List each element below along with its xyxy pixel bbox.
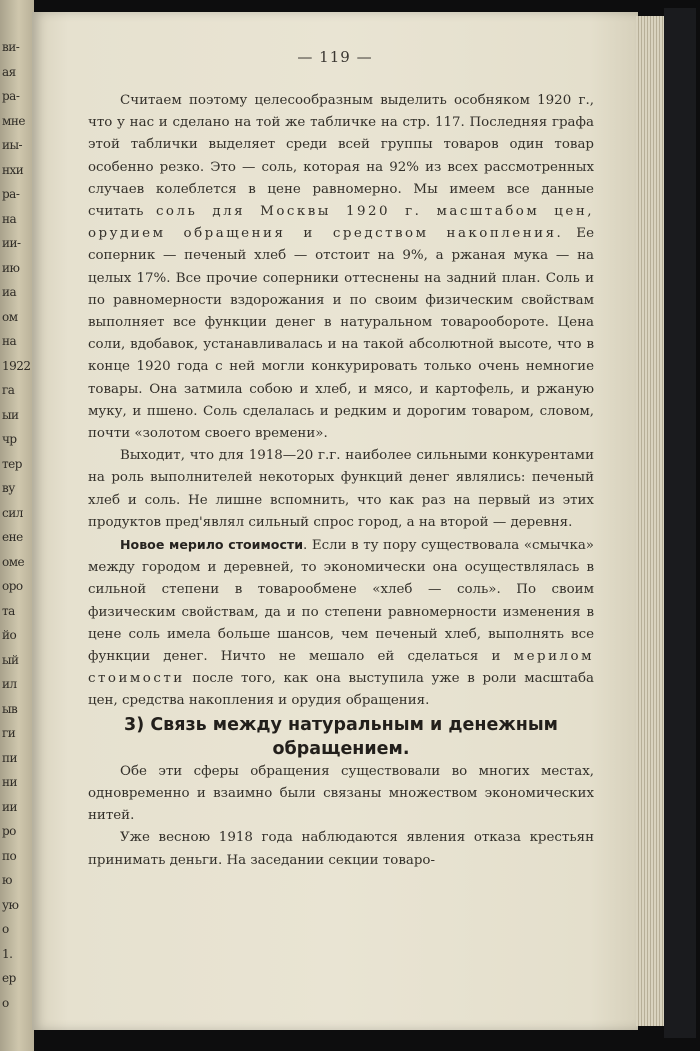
- left-page-fragment: на: [2, 211, 17, 226]
- left-page-fragment: ом: [2, 309, 18, 324]
- left-page-fragment: га: [2, 383, 15, 397]
- section-heading: 3) Связь между натуральным и денежным обращением.: [124, 714, 558, 759]
- paragraph-text: Уже весною 1918 года наблюдаются явления отказа крестьян принимать деньги. На заседании секции товаро-: [88, 830, 594, 868]
- paragraph-text: . Ее соперник — печеный хлеб — отстоит на 9%, а ржаная мука — на целых 17%. Все прочие соперники оттеснены на задний план. Соль и по равномерности вздорожания и по своим физическим свойствам выполняет все функции денег в натуральном товарообороте. Цена соли, вдобавок, устанавливалась и на такой абсолютной высоте, что в конце 1920 года с ней могли конкурировать только очень немногие товары. Она затмила собою и хлеб, и мясо, и картофель, и ржаную муку, и пшено. Соль сделалась и редким и дорогим товаром, словом, почти «золотом своего времени».: [88, 226, 595, 442]
- left-page-fragment: ыв: [2, 701, 18, 716]
- left-page-fragment: ию: [2, 260, 20, 275]
- left-page-fragment: ене: [2, 530, 23, 544]
- paragraph-text: . Если в ту пору существовала «смычка» между городом и деревней, то экономически она осуществлялась в сильной степени в товарообмене «хлеб — соль». По своим физическим свойствам, да и по степени равномерности изменения в цене соль имела больше шансов, чем печеный хлеб, выполнять все функции денег. Ничто не мешало ей сделаться и: [88, 538, 595, 665]
- left-page-fragment: ю: [2, 873, 12, 887]
- spaced-text: мерилом стоимости: [88, 649, 594, 687]
- left-page-fragment: сил: [2, 505, 23, 520]
- left-page-fragment: чр: [2, 432, 17, 446]
- left-page-fragment: ра-: [2, 89, 20, 103]
- left-page-fragment: о: [2, 922, 9, 936]
- page-stack-edge: [636, 16, 664, 1026]
- left-page-fragment: ер: [2, 971, 16, 985]
- page-number: — 119 —: [297, 48, 373, 66]
- left-page-fragment: ро: [2, 824, 16, 838]
- left-page-fragment: тер: [2, 456, 22, 471]
- left-page-fragment: ая: [2, 64, 16, 79]
- left-page-fragment: ил: [2, 677, 17, 691]
- paragraph-text: Считаем поэтому целесообразным выделить особняком 1920 г., что у нас и сделано на той же табличке на стр. 117. Последняя графа этой таблички выделяет среди всей группы товаров один товар особенно резко. Это — соль, которая на 92% из всех рассмотренных случаев колеблется в цене равномерно. Мы имеем все данные считать: [88, 93, 594, 220]
- left-page-fragment: нхи: [2, 162, 24, 177]
- left-page-fragment: та: [2, 603, 15, 618]
- left-page-fragment: иы-: [2, 138, 23, 152]
- left-page-fragment: 1.: [2, 946, 13, 961]
- left-page-fragment: ги: [2, 726, 16, 740]
- left-page-fragment: ыи: [2, 407, 19, 422]
- paragraph-text: Выходит, что для 1918—20 г.г. наиболее сильными конкурентами на роль выполнителей некоторых функций денег являлись: печеный хлеб и соль. Не лишне вспомнить, что как раз на первый из этих продуктов пред'являл сильный спрос город, а на второй — деревня.: [88, 448, 594, 530]
- left-page-fragment: мне: [2, 113, 25, 128]
- left-page-fragment: оро: [2, 579, 23, 593]
- left-page-fragment: ву: [2, 481, 15, 495]
- left-page-fragment: ый: [2, 652, 19, 667]
- left-page-fragment: по: [2, 848, 17, 863]
- paragraph: [88, 761, 594, 828]
- book-cover-edge: [664, 8, 696, 1038]
- page-body: [88, 90, 594, 872]
- left-page-fragment: 1922: [2, 358, 31, 373]
- book-page: [32, 12, 638, 1030]
- left-page-edge: [0, 0, 34, 1051]
- paragraph-text: после того, как она выступила уже в роли масштаба цен, средства накопления и орудия обращения.: [88, 671, 594, 709]
- left-page-fragment: ии: [2, 799, 17, 814]
- left-page-fragment: ви-: [2, 40, 20, 54]
- left-page-fragment: ни: [2, 775, 17, 789]
- left-page-fragment: ии-: [2, 236, 21, 250]
- left-page-fragment: ра-: [2, 187, 20, 201]
- left-page-fragment: пи: [2, 750, 17, 765]
- left-page-fragment: йо: [2, 628, 17, 642]
- paragraph-text: Обе эти сферы обращения существовали во многих местах, одновременно и взаимно были связаны множеством экономических нитей.: [88, 763, 594, 824]
- left-page-fragment: на: [2, 334, 17, 348]
- paragraph: [88, 827, 594, 871]
- paragraph: [88, 90, 594, 445]
- bold-lead-text: Новое мерило стоимости: [120, 537, 304, 553]
- left-page-fragment: оме: [2, 554, 25, 569]
- spaced-text: соль для Москвы 1920 г. масштабом цен, орудием обращения и средством накопления: [88, 204, 595, 242]
- paragraph: [88, 534, 594, 713]
- left-page-fragment: о: [2, 995, 9, 1010]
- left-page-fragment: иа: [2, 285, 17, 299]
- paragraph: [88, 445, 594, 534]
- left-page-fragment: ую: [2, 897, 19, 912]
